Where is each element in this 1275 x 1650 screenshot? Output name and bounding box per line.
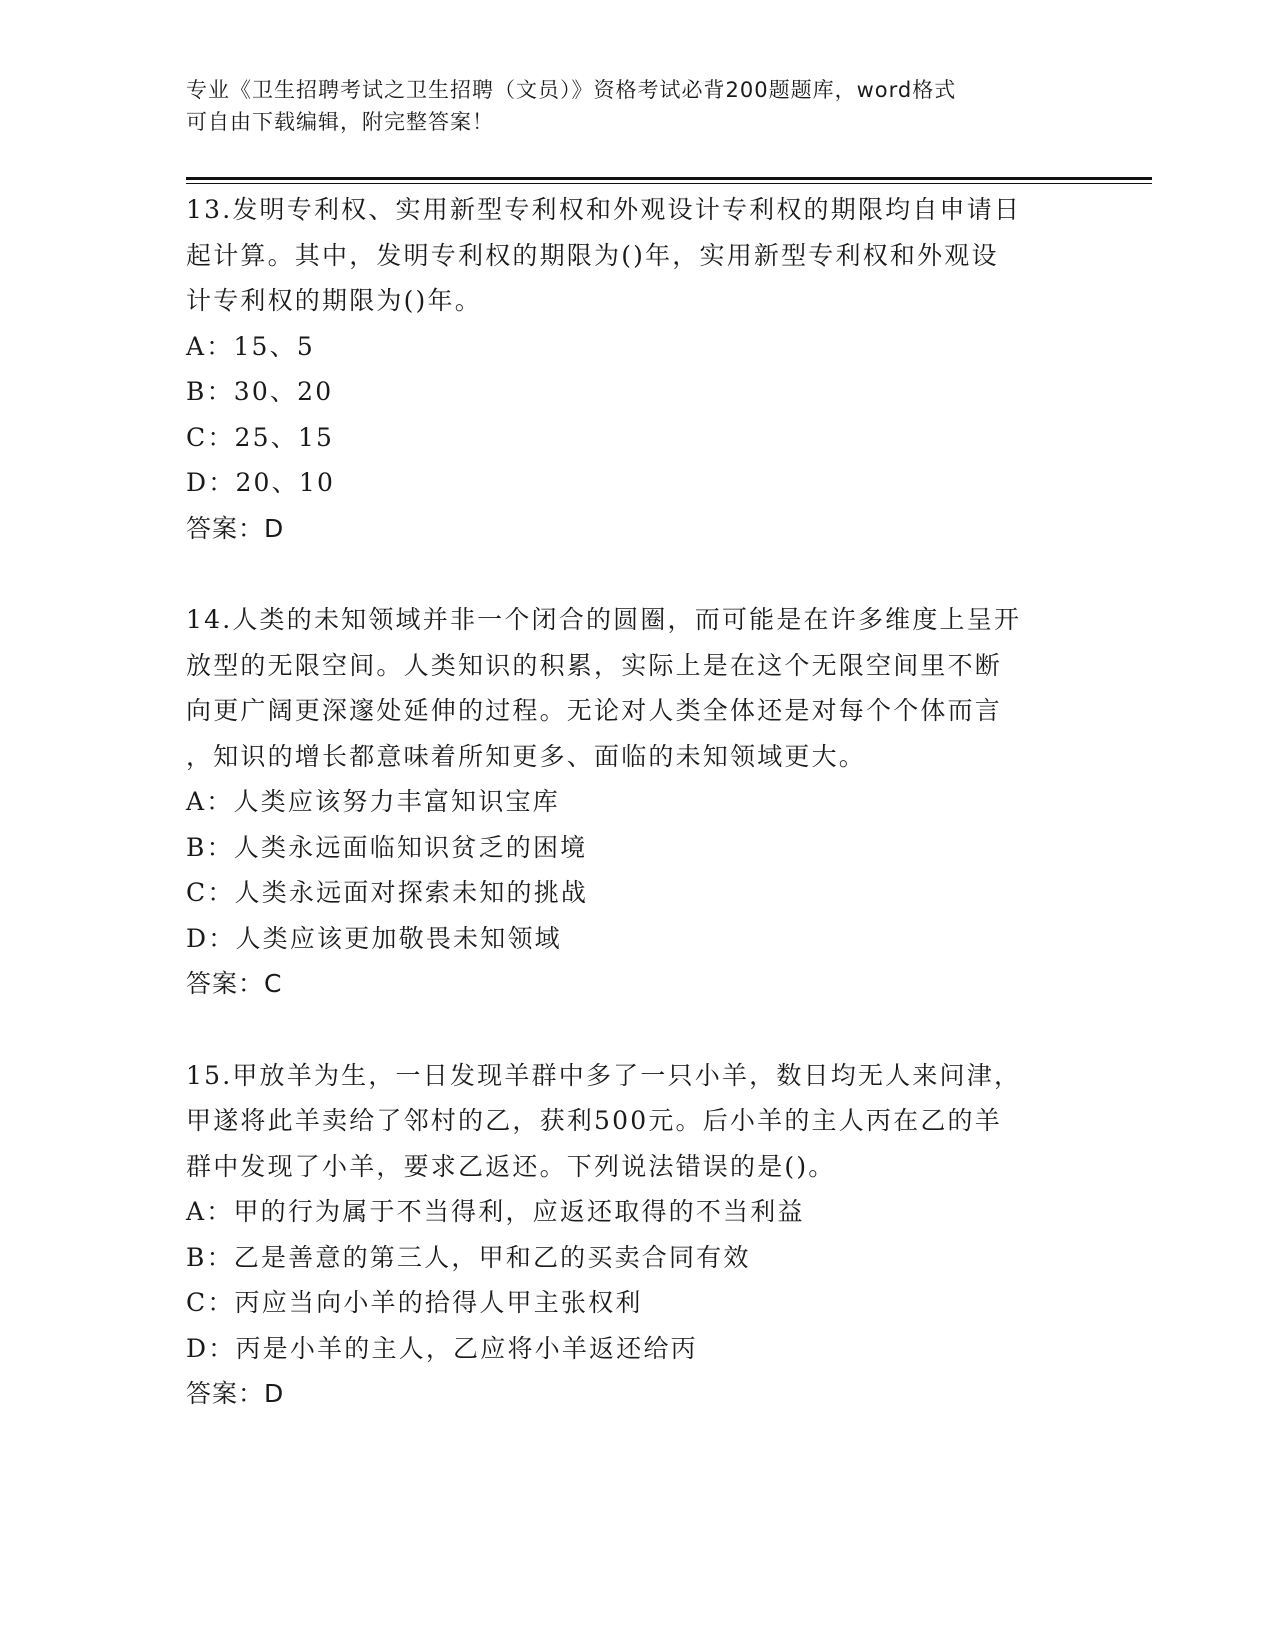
option-d: D：人类应该更加敬畏未知领域 bbox=[186, 923, 562, 953]
question-line: 甲遂将此羊卖给了邻村的乙，获利500元。后小羊的主人丙在乙的羊 bbox=[186, 1106, 1002, 1135]
answer-label: 答案：D bbox=[186, 513, 285, 543]
header-line-1: 专业《卫生招聘考试之卫生招聘（文员）》资格考试必背200题题库，word格式 bbox=[186, 78, 957, 102]
question-line: 放型的无限空间。人类知识的积累，实际上是在这个无限空间里不断 bbox=[186, 650, 1003, 680]
document-header bbox=[186, 74, 1066, 138]
option-a: A：人类应该努力丰富知识宝库 bbox=[186, 787, 560, 816]
question-13 bbox=[186, 187, 1086, 551]
question-stem bbox=[186, 187, 1086, 324]
option-d: D：丙是小羊的主人，乙应将小羊返还给丙 bbox=[186, 1333, 698, 1363]
question-14 bbox=[186, 597, 1086, 1007]
answer-label: 答案：D bbox=[186, 1379, 285, 1408]
header-divider-thick bbox=[186, 177, 1152, 180]
option-b: B：人类永远面临知识贫乏的困境 bbox=[186, 832, 588, 862]
question-line: 13.发明专利权、实用新型专利权和外观设计专利权的期限均自申请日 bbox=[186, 195, 1022, 224]
option-c: C：人类永远面对探索未知的挑战 bbox=[186, 878, 589, 907]
header-divider-thin bbox=[186, 183, 1152, 184]
option-d: D：20、10 bbox=[186, 468, 336, 497]
option-c: C：25、15 bbox=[186, 422, 335, 452]
option-a: A：15、5 bbox=[186, 331, 315, 361]
answer-label: 答案：C bbox=[186, 969, 283, 998]
question-line: 起计算。其中，发明专利权的期限为()年，实用新型专利权和外观设 bbox=[186, 240, 999, 270]
question-list bbox=[186, 187, 1086, 1463]
option-c: C：丙应当向小羊的拾得人甲主张权利 bbox=[186, 1288, 643, 1317]
question-line: 15.甲放羊为生，一日发现羊群中多了一只小羊，数日均无人来问津， bbox=[186, 1060, 1022, 1090]
header-line-2: 可自由下载编辑，附完整答案！ bbox=[186, 110, 494, 134]
option-b: B：乙是善意的第三人，甲和乙的买卖合同有效 bbox=[186, 1242, 751, 1272]
question-line: 向更广阔更深邃处延伸的过程。无论对人类全体还是对每个个体而言 bbox=[186, 696, 1003, 725]
question-15 bbox=[186, 1053, 1086, 1417]
question-stem bbox=[186, 597, 1086, 779]
question-line: ，知识的增长都意味着所知更多、面临的未知领域更大。 bbox=[186, 741, 867, 771]
question-line: 计专利权的期限为()年。 bbox=[186, 286, 482, 315]
question-stem bbox=[186, 1053, 1086, 1190]
option-b: B：30、20 bbox=[186, 377, 334, 406]
question-line: 群中发现了小羊，要求乙返还。下列说法错误的是()。 bbox=[186, 1151, 836, 1181]
option-a: A：甲的行为属于不当得利，应返还取得的不当利益 bbox=[186, 1197, 805, 1226]
question-line: 14.人类的未知领域并非一个闭合的圆圈，而可能是在许多维度上呈开 bbox=[186, 605, 1022, 634]
